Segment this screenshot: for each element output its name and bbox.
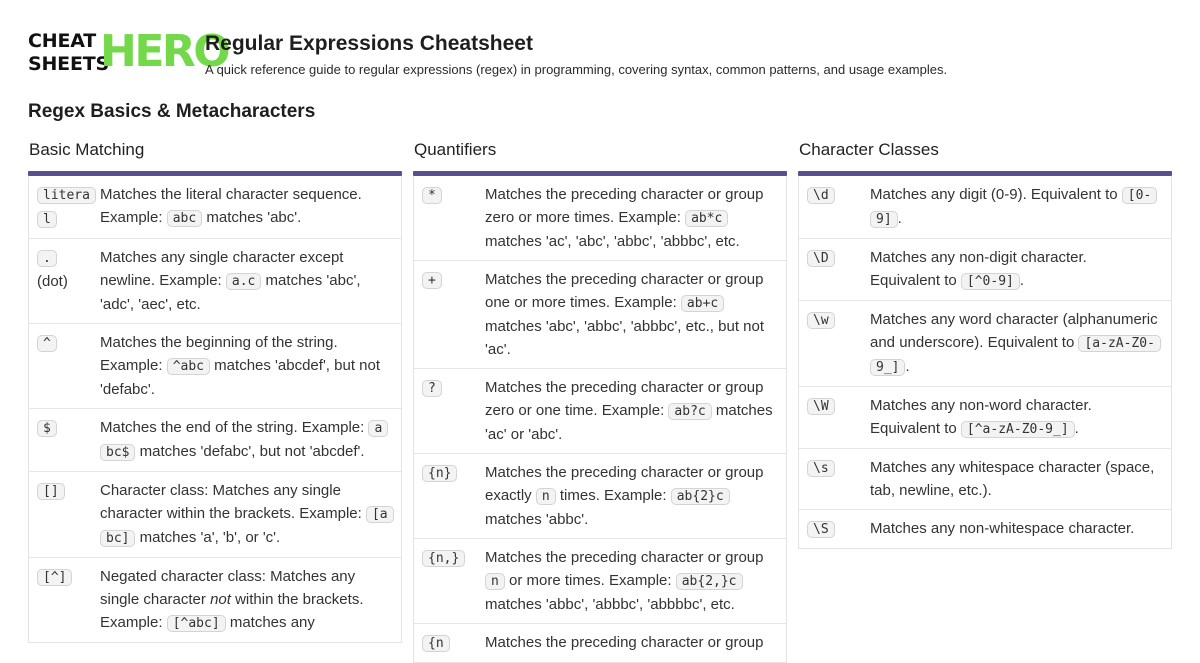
syntax-cell (807, 183, 870, 231)
logo-wordmark-hero: HERO (100, 26, 229, 77)
description-text: matches 'abc'. (202, 209, 302, 226)
description-cell (100, 416, 393, 464)
syntax-cell (807, 246, 870, 293)
syntax-cell (37, 416, 100, 464)
description-text: Matches the preceding character or group (485, 634, 764, 651)
syntax-cell (37, 183, 100, 231)
inline-code: a.c (226, 273, 261, 290)
inline-code: [0-9] (870, 187, 1157, 228)
description-text: Matches the end of the string. Example: (100, 419, 369, 436)
description-cell (485, 183, 778, 253)
syntax-cell (422, 183, 485, 253)
cheatsheets-hero-logo[interactable] (28, 26, 229, 80)
description-text: . (1074, 420, 1079, 437)
description-cell (485, 461, 778, 531)
syntax-code: \s (807, 460, 835, 477)
description-cell (870, 394, 1163, 441)
logo-wordmark-cheat-sheets: CHEAT SHEETS (28, 30, 109, 75)
inline-code: ab+c (681, 295, 724, 312)
table-row (29, 176, 401, 239)
syntax-cell (422, 268, 485, 361)
inline-code: abc$ (100, 420, 388, 461)
cheatsheet-table (798, 176, 1172, 549)
syntax-cell (422, 461, 485, 531)
syntax-cell (807, 517, 870, 541)
table-row (29, 409, 401, 472)
syntax-cell (37, 246, 100, 316)
inline-code: [abc] (100, 506, 394, 547)
syntax-cell (422, 631, 485, 655)
inline-code: n (536, 488, 556, 505)
syntax-cell (807, 456, 870, 502)
table-row (414, 369, 786, 454)
table-row (799, 510, 1171, 548)
inline-code: abc (167, 210, 202, 227)
description-text: Matches any word character (alphanumeric and underscore). Equivalent to (870, 311, 1158, 351)
table-row (29, 472, 401, 558)
description-text: . (897, 210, 902, 227)
inline-code: n (485, 573, 505, 590)
syntax-code: {n,} (422, 550, 465, 567)
table-row (799, 176, 1171, 239)
description-text: Matches any non-whitespace character. (870, 520, 1135, 537)
inline-code: ab*c (685, 210, 728, 227)
syntax-code: {n (422, 635, 450, 652)
table-row (414, 454, 786, 539)
description-text: within the brackets. Example: (100, 591, 364, 631)
column-heading: Character Classes (799, 140, 939, 159)
description-text: Matches any whitespace character (space, tab, newline, etc.). (870, 459, 1155, 499)
inline-code: [^0-9] (961, 273, 1020, 290)
section-title: Regex Basics & Metacharacters (28, 101, 316, 122)
column-heading: Basic Matching (29, 140, 145, 159)
description-text: matches 'defabc', but not 'abcdef'. (135, 443, 365, 460)
column-heading: Quantifiers (414, 140, 497, 159)
description-text: . (1019, 272, 1025, 289)
table-row (414, 176, 786, 261)
table-row (799, 301, 1171, 387)
description-text: or more times. Example: (504, 572, 676, 589)
syntax-code: * (422, 187, 442, 204)
inline-code: ^abc (167, 358, 210, 375)
syntax-code: \D (807, 250, 835, 267)
syntax-code: \w (807, 312, 835, 329)
inline-code: ab?c (668, 403, 711, 420)
description-cell (870, 517, 1163, 541)
syntax-code: + (422, 272, 442, 289)
syntax-code: ? (422, 380, 442, 397)
syntax-cell (422, 376, 485, 446)
syntax-code: ^ (37, 335, 57, 352)
table-row (414, 624, 786, 662)
description-text: Matches the preceding character or group zero or more times. Example: (485, 186, 764, 226)
syntax-code: {n} (422, 465, 457, 482)
description-cell (485, 631, 778, 655)
description-text: matches 'ac' or 'abc'. (485, 402, 773, 443)
description-cell (100, 479, 393, 550)
table-row (414, 261, 786, 369)
description-text: Matches any single character except newline. Example: (100, 249, 344, 289)
syntax-code: [^] (37, 569, 72, 586)
table-row (414, 539, 786, 624)
description-cell (870, 183, 1163, 231)
description-cell (100, 246, 393, 316)
cheatsheet-table (28, 176, 402, 643)
description-text: Negated character class: Matches any single character (100, 568, 356, 608)
description-text: Matches the preceding character or group (485, 549, 764, 566)
description-text: matches any (225, 614, 315, 631)
description-cell (100, 331, 393, 401)
syntax-cell (422, 546, 485, 616)
description-text: times. Example: (555, 487, 671, 504)
description-text: . (905, 358, 910, 375)
syntax-note: (dot) (37, 273, 68, 290)
description-cell (100, 565, 393, 635)
description-text: matches 'abc', 'abbc', 'abbbc', etc., but not 'ac'. (485, 318, 765, 358)
description-text: matches 'abbc', 'abbbc', 'abbbbc', etc. (485, 596, 735, 613)
syntax-cell (37, 565, 100, 635)
syntax-code: \S (807, 521, 835, 538)
page-subtitle: A quick reference guide to regular expressions (regex) in programming, covering syntax, common patterns, and usage examples. (205, 62, 948, 77)
description-text: matches 'a', 'b', or 'c'. (135, 529, 281, 546)
description-cell (485, 546, 778, 616)
syntax-cell (37, 331, 100, 401)
table-row (29, 239, 401, 324)
description-text: Matches the preceding character or group zero or one time. Example: (485, 379, 764, 419)
description-text: Matches any digit (0-9). Equivalent to (870, 186, 1122, 203)
emphasis-text: not (210, 591, 231, 608)
description-text: matches 'abbc'. (485, 511, 589, 528)
description-cell (870, 308, 1163, 379)
table-row (799, 387, 1171, 449)
description-text: Character class: Matches any single character within the brackets. Example: (100, 482, 366, 522)
description-cell (100, 183, 393, 231)
description-text: matches 'abc', 'adc', 'aec', etc. (100, 272, 361, 313)
description-text: Matches the literal character sequence. Example: (100, 186, 362, 226)
page-title: Regular Expressions Cheatsheet (205, 32, 533, 55)
description-text: Matches the beginning of the string. Example: (100, 334, 338, 374)
syntax-code: literal (37, 187, 96, 228)
column-quantifiers (413, 140, 787, 663)
syntax-cell (807, 394, 870, 441)
cheatsheet-table (413, 176, 787, 663)
syntax-code: . (37, 250, 57, 267)
syntax-code: \W (807, 398, 835, 415)
table-row (799, 449, 1171, 510)
description-cell (870, 456, 1163, 502)
inline-code: ab{2}c (671, 488, 730, 505)
table-row (29, 324, 401, 409)
column-character-classes (798, 140, 1172, 549)
table-row (29, 558, 401, 642)
description-cell (485, 376, 778, 446)
description-text: Matches any non-word character. Equivalent to (870, 397, 1092, 437)
column-basic-matching (28, 140, 402, 643)
syntax-cell (37, 479, 100, 550)
description-text: matches 'ac', 'abc', 'abbc', 'abbbc', etc. (485, 233, 740, 250)
description-text: Matches any non-digit character. Equivalent to (870, 249, 1087, 289)
description-cell (870, 246, 1163, 293)
description-text: Matches the preceding character or group exactly (485, 464, 764, 504)
syntax-code: [] (37, 483, 65, 500)
table-row (799, 239, 1171, 301)
inline-code: [a-zA-Z0-9_] (870, 335, 1161, 376)
description-cell (485, 268, 778, 361)
syntax-code: \d (807, 187, 835, 204)
description-text: matches 'abcdef', but not 'defabc'. (100, 357, 381, 398)
page-header (28, 26, 1178, 80)
syntax-code: $ (37, 420, 57, 437)
description-text: Matches the preceding character or group one or more times. Example: (485, 271, 764, 311)
inline-code: [^a-zA-Z0-9_] (961, 421, 1075, 438)
syntax-cell (807, 308, 870, 379)
inline-code: [^abc] (167, 615, 226, 632)
inline-code: ab{2,}c (676, 573, 743, 590)
